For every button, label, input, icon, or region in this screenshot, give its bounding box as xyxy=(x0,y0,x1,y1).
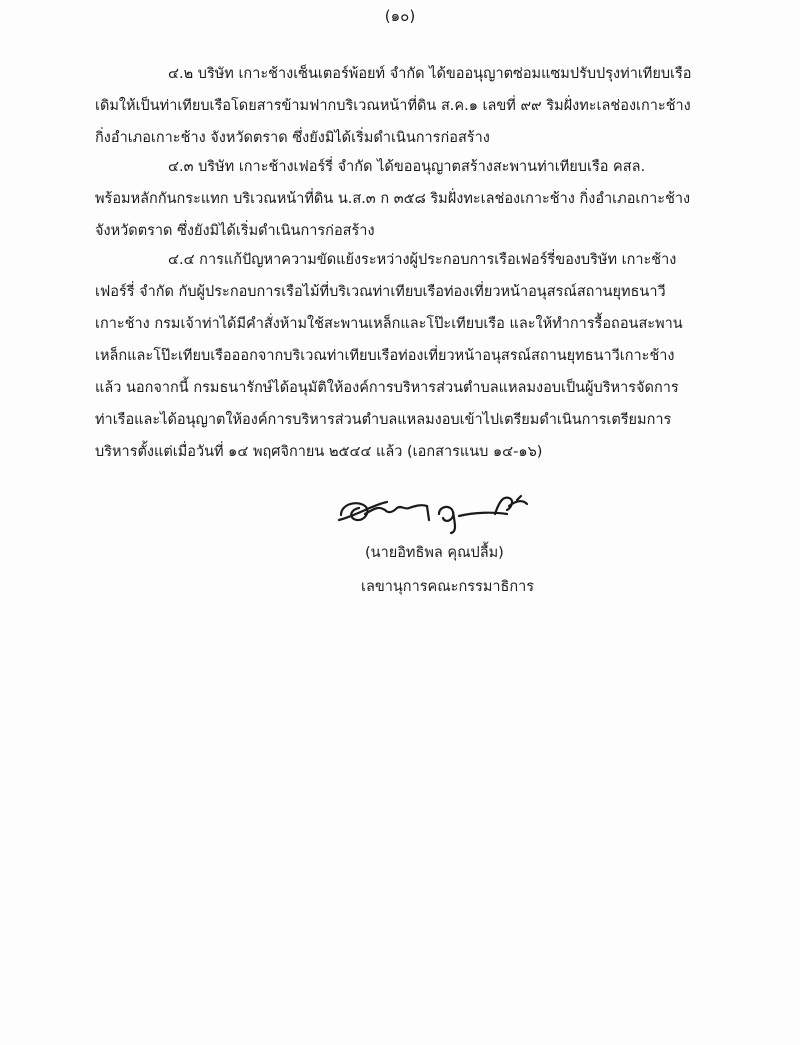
signer-title: เลขานุการคณะกรรมาธิการ xyxy=(361,579,535,595)
paragraph-line: เฟอร์รี่ จำกัด กับผู้ประกอบการเรือไม้ที่บริเวณท่าเทียบเรือท่องเที่ยวหน้าอนุสรณ์สถานยุทธนาวี xyxy=(95,284,666,300)
paragraph-line: เกาะช้าง กรมเจ้าท่าได้มีคำสั่งห้ามใช้สะพานเหล็กและโป๊ะเทียบเรือ และให้ทำการรื้อถอนสะพาน xyxy=(95,316,683,332)
paragraph-line: จังหวัดตราด ซึ่งยังมิได้เริ่มดำเนินการก่อสร้าง xyxy=(95,223,375,239)
paragraph-line: เดิมให้เป็นท่าเทียบเรือโดยสารข้ามฟากบริเวณหน้าที่ดิน ส.ค.๑ เลขที่ ๙๙ ริมฝั่งทะเลช่องเกาะช้าง xyxy=(95,98,691,114)
paragraph-line: ๔.๔ การแก้ปัญหาความขัดแย้งระหว่างผู้ประกอบการเรือเฟอร์รี่ของบริษัท เกาะช้าง xyxy=(168,252,677,268)
paragraph-line: ๔.๓ บริษัท เกาะช้างเฟอร์รี่ จำกัด ได้ขออนุญาตสร้างสะพานท่าเทียบเรือ คสล. xyxy=(168,159,646,175)
paragraph-4-3 xyxy=(95,151,695,247)
paragraph-line: เหล็กและโป๊ะเทียบเรือออกจากบริเวณท่าเทียบเรือท่องเที่ยวหน้าอนุสรณ์สถานยุทธนาวีเกาะช้าง xyxy=(95,348,675,364)
handwritten-signature xyxy=(335,490,535,535)
paragraph-line: แล้ว นอกจากนี้ กรมธนารักษ์ได้อนุมัติให้องค์การบริหารส่วนตำบลแหลมงอบเป็นผู้บริหารจัดการ xyxy=(95,380,679,396)
signer-name: (นายอิทธิพล คุณปลื้ม) xyxy=(365,545,504,561)
paragraph-4-2 xyxy=(95,58,695,154)
paragraph-line: ๔.๒ บริษัท เกาะช้างเซ็นเตอร์พ้อยท์ จำกัด ได้ขออนุญาตซ่อมแซมปรับปรุงท่าเทียบเรือ xyxy=(168,66,692,82)
paragraph-line: ท่าเรือและได้อนุญาตให้องค์การบริหารส่วนตำบลแหลมงอบเข้าไปเตรียมดำเนินการเตรียมการ xyxy=(95,412,672,428)
paragraph-line: กิ่งอำเภอเกาะช้าง จังหวัดตราด ซึ่งยังมิได้เริ่มดำเนินการก่อสร้าง xyxy=(95,130,490,146)
paragraph-4-4 xyxy=(95,244,695,468)
paragraph-line: บริหารตั้งแต่เมื่อวันที่ ๑๔ พฤศจิกายน ๒๕๔๔ แล้ว (เอกสารแนบ ๑๔-๑๖) xyxy=(95,444,543,460)
page-number: (๑๐) xyxy=(384,7,416,25)
paragraph-line: พร้อมหลักกันกระแทก บริเวณหน้าที่ดิน น.ส.๓ ก ๓๕๘ ริมฝั่งทะเลช่องเกาะช้าง กิ่งอำเภอเกาะช้าง xyxy=(95,191,691,207)
